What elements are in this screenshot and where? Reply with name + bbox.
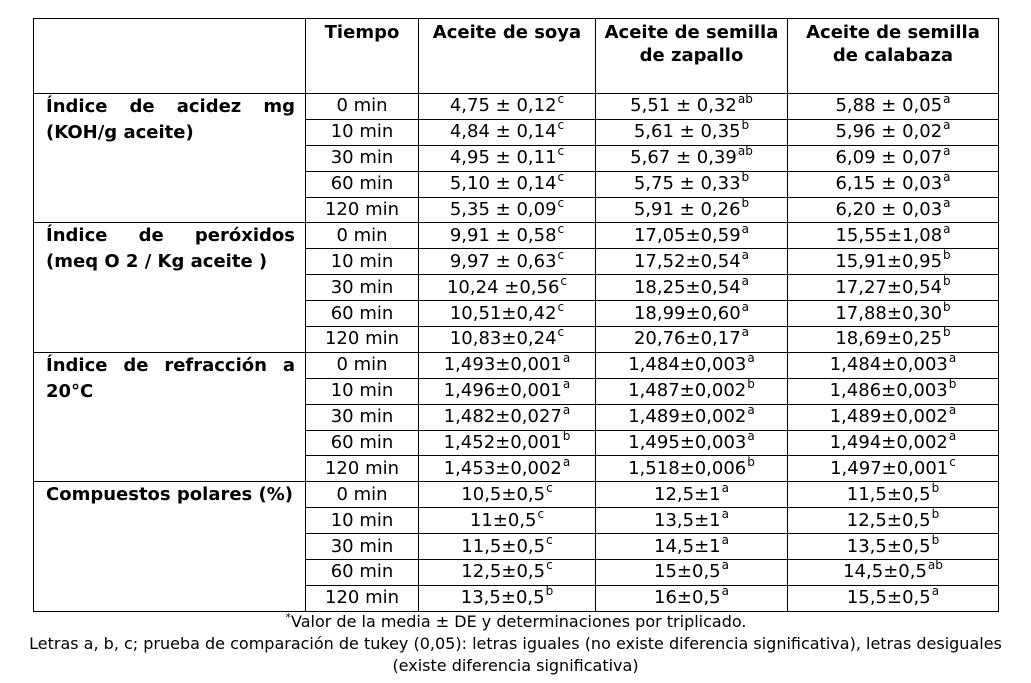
value-text: 1,518±0,006 — [628, 457, 747, 479]
value-text: 17,52±0,54 — [633, 250, 741, 272]
value-cell-zapallo — [596, 327, 788, 353]
footnote-line-1 — [0, 611, 1031, 633]
time-cell: 120 min — [306, 197, 419, 223]
value-cell-calabaza — [788, 223, 999, 249]
header-time: Tiempo — [306, 19, 419, 94]
value-cell-calabaza — [788, 249, 999, 275]
value-text: 5,51 ± 0,32 — [630, 95, 737, 117]
value-cell-zapallo — [596, 94, 788, 120]
value-text: 11,5±0,5 — [846, 483, 931, 505]
value-cell-calabaza — [788, 94, 999, 120]
significance-letter: b — [943, 247, 951, 262]
value-cell-soya — [419, 585, 596, 611]
value-cell-zapallo — [596, 585, 788, 611]
significance-letter: c — [557, 170, 565, 185]
significance-letter: a — [741, 221, 750, 236]
parameter-cell: Índice de refracción a 20°C — [34, 352, 306, 481]
significance-letter: a — [741, 273, 750, 288]
significance-letter: b — [943, 325, 951, 340]
value-text: 10,83±0,24 — [449, 328, 557, 350]
value-text: 1,489±0,002 — [829, 406, 948, 428]
significance-letter: a — [721, 558, 729, 573]
significance-letter: b — [948, 377, 957, 392]
value-text: 10,24 ±0,56 — [446, 276, 560, 298]
value-cell-calabaza — [788, 430, 999, 456]
header-calabaza: Aceite de semilla de calabaza — [788, 19, 999, 94]
value-cell-zapallo — [596, 560, 788, 586]
header-soya: Aceite de soya — [419, 19, 596, 94]
value-text: 18,99±0,60 — [633, 302, 741, 324]
table-row — [34, 352, 999, 378]
value-cell-zapallo — [596, 171, 788, 197]
footnote — [0, 611, 1031, 677]
value-cell-soya — [419, 430, 596, 456]
value-cell-calabaza — [788, 585, 999, 611]
value-cell-calabaza — [788, 456, 999, 482]
significance-letter: b — [747, 377, 755, 392]
value-cell-soya — [419, 404, 596, 430]
significance-letter: c — [546, 558, 553, 573]
value-cell-calabaza — [788, 560, 999, 586]
value-cell-soya — [419, 301, 596, 327]
value-text: 17,27±0,54 — [835, 276, 943, 298]
value-text: 16±0,5 — [654, 587, 721, 609]
significance-letter: c — [537, 506, 545, 521]
time-cell: 0 min — [306, 482, 419, 508]
significance-letter: a — [943, 118, 951, 133]
value-text: 5,88 ± 0,05 — [835, 95, 943, 117]
time-cell: 60 min — [306, 301, 419, 327]
value-text: 4,84 ± 0,14 — [449, 121, 557, 143]
value-cell-soya — [419, 352, 596, 378]
value-text: 5,75 ± 0,33 — [633, 173, 741, 195]
significance-letter: a — [948, 351, 957, 366]
value-text: 1,497±0,001 — [830, 457, 949, 479]
value-cell-zapallo — [596, 249, 788, 275]
significance-letter: b — [747, 454, 755, 469]
value-cell-soya — [419, 560, 596, 586]
value-text: 15,55±1,08 — [835, 224, 943, 246]
value-text: 1,489±0,002 — [628, 406, 747, 428]
significance-letter: ab — [737, 144, 753, 159]
time-cell: 120 min — [306, 456, 419, 482]
significance-letter: c — [557, 196, 565, 210]
significance-letter: c — [546, 532, 553, 547]
header-row — [34, 19, 999, 94]
value-text: 5,35 ± 0,09 — [449, 199, 557, 220]
time-cell: 60 min — [306, 560, 419, 586]
significance-letter: b — [943, 299, 951, 314]
value-text: 9,97 ± 0,63 — [449, 250, 557, 272]
significance-letter: b — [741, 170, 750, 185]
value-text: 12,5±1 — [654, 483, 721, 505]
value-cell-zapallo — [596, 223, 788, 249]
value-cell-soya — [419, 327, 596, 353]
significance-letter: c — [560, 273, 568, 288]
time-cell: 0 min — [306, 352, 419, 378]
significance-letter: a — [943, 196, 951, 210]
value-text: 17,05±0,59 — [633, 224, 741, 246]
value-text: 13,5±0,5 — [846, 535, 931, 557]
significance-letter: b — [931, 532, 940, 547]
parameter-cell: Índice de peróxidos (meq O 2 / Kg aceite ) — [34, 223, 306, 352]
value-text: 6,20 ± 0,03 — [835, 199, 943, 220]
significance-letter: a — [747, 351, 755, 366]
significance-letter: a — [721, 584, 729, 599]
time-cell: 60 min — [306, 430, 419, 456]
value-cell-calabaza — [788, 145, 999, 171]
table-row — [34, 482, 999, 508]
value-cell-soya — [419, 223, 596, 249]
value-cell-soya — [419, 508, 596, 534]
footnote-text-1: Valor de la media ± DE y determinaciones por triplicado. — [291, 612, 747, 631]
significance-letter: a — [562, 403, 571, 418]
value-cell-calabaza — [788, 301, 999, 327]
value-text: 1,484±0,003 — [628, 354, 747, 376]
value-cell-calabaza — [788, 275, 999, 301]
value-text: 15±0,5 — [654, 561, 721, 583]
value-text: 15,91±0,95 — [835, 250, 943, 272]
value-cell-calabaza — [788, 482, 999, 508]
value-text: 1,453±0,002 — [443, 457, 562, 479]
value-cell-zapallo — [596, 197, 788, 223]
value-text: 15,5±0,5 — [846, 587, 931, 609]
value-text: 1,482±0,027 — [443, 406, 562, 428]
time-cell: 30 min — [306, 404, 419, 430]
value-text: 1,495±0,003 — [628, 432, 747, 454]
significance-letter: a — [721, 532, 729, 547]
significance-letter: c — [557, 325, 565, 340]
value-text: 10,51±0,42 — [449, 302, 557, 324]
value-text: 9,91 ± 0,58 — [449, 224, 557, 246]
value-text: 11±0,5 — [469, 509, 537, 531]
significance-letter: c — [557, 221, 565, 236]
significance-letter: c — [949, 454, 956, 469]
significance-letter: b — [562, 429, 571, 444]
footnote-line-2: Letras a, b, c; prueba de comparación de tukey (0,05): letras iguales (no existe diferencia significativa), letras desiguales (existe diferencia significativa) — [29, 634, 1002, 675]
value-cell-zapallo — [596, 404, 788, 430]
value-text: 4,75 ± 0,12 — [449, 95, 557, 117]
significance-letter: a — [943, 221, 951, 236]
value-cell-soya — [419, 378, 596, 404]
header-zapallo: Aceite de semilla de zapallo — [596, 19, 788, 94]
significance-letter: a — [948, 429, 957, 444]
time-cell: 0 min — [306, 223, 419, 249]
time-cell: 120 min — [306, 327, 419, 353]
value-text: 1,484±0,003 — [829, 354, 948, 376]
significance-letter: b — [545, 584, 554, 599]
significance-letter: c — [557, 92, 565, 107]
significance-letter: a — [948, 403, 957, 418]
significance-letter: c — [557, 247, 565, 262]
time-cell: 60 min — [306, 171, 419, 197]
value-cell-calabaza — [788, 404, 999, 430]
significance-letter: b — [943, 273, 951, 288]
significance-letter: a — [741, 299, 750, 314]
value-cell-calabaza — [788, 378, 999, 404]
value-cell-soya — [419, 145, 596, 171]
parameter-cell: Compuestos polares (%) — [34, 482, 306, 611]
time-cell: 10 min — [306, 249, 419, 275]
value-cell-soya — [419, 94, 596, 120]
significance-letter: a — [943, 92, 951, 107]
value-cell-calabaza — [788, 534, 999, 560]
significance-letter: c — [557, 118, 565, 133]
value-text: 5,67 ± 0,39 — [630, 147, 737, 169]
value-text: 4,95 ± 0,11 — [449, 147, 557, 169]
value-text: 14,5±1 — [654, 535, 721, 557]
significance-letter: c — [546, 480, 553, 495]
header-parameter — [34, 19, 306, 94]
time-cell: 30 min — [306, 145, 419, 171]
significance-letter: c — [557, 299, 565, 314]
significance-letter: a — [943, 144, 951, 159]
value-cell-zapallo — [596, 301, 788, 327]
value-cell-zapallo — [596, 508, 788, 534]
significance-letter: a — [721, 506, 729, 521]
value-text: 18,25±0,54 — [633, 276, 741, 298]
value-cell-zapallo — [596, 275, 788, 301]
value-cell-calabaza — [788, 327, 999, 353]
value-cell-zapallo — [596, 119, 788, 145]
significance-letter: a — [741, 247, 750, 262]
significance-letter: a — [562, 454, 571, 469]
time-cell: 30 min — [306, 275, 419, 301]
value-text: 1,487±0,002 — [628, 380, 747, 402]
table-row — [34, 94, 999, 120]
value-text: 1,493±0,001 — [443, 354, 562, 376]
value-text: 5,91 ± 0,26 — [633, 199, 741, 220]
value-cell-calabaza — [788, 508, 999, 534]
table-body — [34, 94, 999, 612]
value-cell-zapallo — [596, 145, 788, 171]
value-text: 5,10 ± 0,14 — [449, 173, 557, 195]
footnote-marker: * — [285, 611, 292, 624]
significance-letter: b — [741, 118, 750, 133]
value-cell-zapallo — [596, 456, 788, 482]
significance-letter: a — [721, 480, 729, 495]
value-cell-soya — [419, 482, 596, 508]
value-cell-zapallo — [596, 534, 788, 560]
parameter-cell: Índice de acidez mg (KOH/g aceite) — [34, 94, 306, 223]
value-text: 13,5±1 — [654, 509, 721, 531]
value-cell-soya — [419, 171, 596, 197]
value-cell-zapallo — [596, 352, 788, 378]
value-text: 13,5±0,5 — [460, 587, 545, 609]
value-cell-zapallo — [596, 430, 788, 456]
value-cell-zapallo — [596, 378, 788, 404]
value-text: 10,5±0,5 — [461, 483, 546, 505]
significance-letter: c — [557, 144, 565, 159]
value-text: 5,61 ± 0,35 — [633, 121, 741, 143]
value-cell-soya — [419, 249, 596, 275]
value-text: 20,76±0,17 — [633, 328, 741, 350]
value-text: 6,09 ± 0,07 — [835, 147, 943, 169]
table-row — [34, 223, 999, 249]
significance-letter: b — [931, 480, 940, 495]
value-text: 14,5±0,5 — [843, 561, 927, 583]
significance-letter: a — [931, 584, 940, 599]
results-table — [33, 18, 999, 612]
value-text: 6,15 ± 0,03 — [835, 173, 943, 195]
significance-letter: ab — [737, 92, 753, 107]
significance-letter: a — [741, 325, 750, 340]
value-text: 18,69±0,25 — [835, 328, 943, 350]
value-text: 5,96 ± 0,02 — [835, 121, 943, 143]
significance-letter: a — [562, 351, 571, 366]
value-cell-calabaza — [788, 119, 999, 145]
significance-letter: a — [747, 429, 755, 444]
value-cell-soya — [419, 534, 596, 560]
value-text: 1,494±0,002 — [829, 432, 948, 454]
value-cell-calabaza — [788, 171, 999, 197]
time-cell: 30 min — [306, 534, 419, 560]
value-cell-zapallo — [596, 482, 788, 508]
value-text: 1,452±0,001 — [443, 432, 562, 454]
time-cell: 10 min — [306, 119, 419, 145]
value-text: 12,5±0,5 — [846, 509, 931, 531]
value-text: 12,5±0,5 — [461, 561, 546, 583]
value-cell-calabaza — [788, 352, 999, 378]
value-text: 11,5±0,5 — [461, 535, 546, 557]
significance-letter: a — [747, 403, 755, 418]
value-cell-soya — [419, 119, 596, 145]
significance-letter: b — [741, 196, 750, 210]
value-cell-soya — [419, 456, 596, 482]
value-cell-soya — [419, 275, 596, 301]
significance-letter: a — [943, 170, 951, 185]
value-text: 1,486±0,003 — [829, 380, 948, 402]
significance-letter: a — [562, 377, 571, 392]
time-cell: 10 min — [306, 378, 419, 404]
significance-letter: ab — [927, 558, 943, 573]
significance-letter: b — [931, 506, 940, 521]
time-cell: 10 min — [306, 508, 419, 534]
time-cell: 0 min — [306, 94, 419, 120]
value-cell-soya — [419, 197, 596, 223]
value-text: 17,88±0,30 — [835, 302, 943, 324]
value-text: 1,496±0,001 — [443, 380, 562, 402]
value-cell-calabaza — [788, 197, 999, 223]
time-cell: 120 min — [306, 585, 419, 611]
